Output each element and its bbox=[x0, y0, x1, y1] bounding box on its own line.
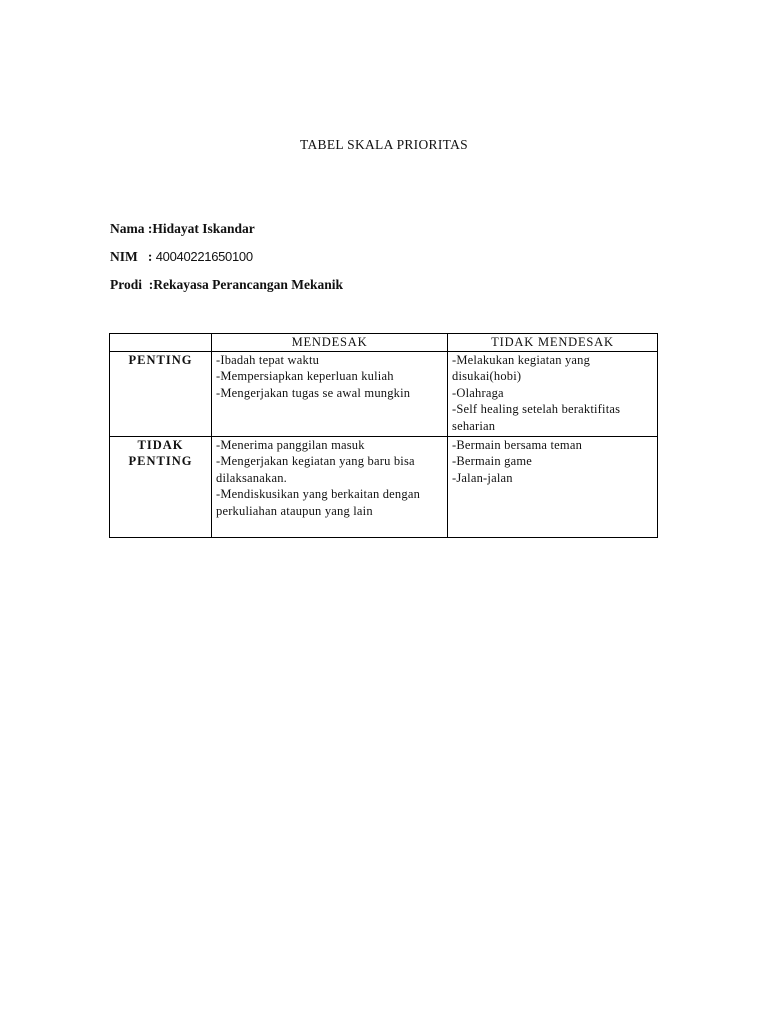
nim-value: 40040221650100 bbox=[155, 249, 253, 264]
nim-label: NIM : bbox=[110, 249, 156, 264]
header-tidak-mendesak: TIDAK MENDESAK bbox=[448, 334, 658, 352]
header-mendesak: MENDESAK bbox=[212, 334, 448, 352]
row-label-tidak-penting bbox=[110, 436, 212, 537]
row-label-penting bbox=[110, 351, 212, 436]
cell-penting-mendesak bbox=[212, 351, 448, 436]
table-row bbox=[110, 351, 658, 436]
row-label-line: TIDAK bbox=[137, 437, 184, 452]
row-label-line: PENTING bbox=[128, 454, 193, 468]
list-item: -Mendiskusikan yang berkaitan dengan perkuliahan ataupun yang lain bbox=[216, 487, 421, 518]
cell-tidak-penting-mendesak bbox=[212, 436, 448, 537]
header-corner bbox=[110, 334, 212, 352]
list-item: -Ibadah tepat waktu bbox=[216, 352, 320, 367]
info-nim bbox=[110, 249, 253, 265]
list-item: -Bermain bersama teman bbox=[452, 437, 583, 452]
nama-label: Nama : bbox=[110, 221, 153, 236]
list-item: -Jalan-jalan bbox=[452, 470, 513, 485]
list-item: -Self healing setelah beraktifitas seharian bbox=[452, 402, 621, 433]
list-item: -Olahraga bbox=[452, 385, 504, 400]
list-item: -Mengerjakan tugas se awal mungkin bbox=[216, 385, 411, 400]
cell-penting-tidak-mendesak bbox=[448, 351, 658, 436]
list-item: -Menerima panggilan masuk bbox=[216, 437, 365, 452]
row-label-line: PENTING bbox=[128, 352, 193, 367]
prodi-label: Prodi : bbox=[110, 277, 154, 292]
list-item: -Melakukan kegiatan yang disukai(hobi) bbox=[452, 352, 591, 383]
list-item: -Mempersiapkan keperluan kuliah bbox=[216, 369, 394, 383]
cell-tidak-penting-tidak-mendesak bbox=[448, 436, 658, 537]
info-prodi bbox=[110, 277, 343, 293]
list-item: -Mengerjakan kegiatan yang baru bisa dilaksanakan. bbox=[216, 454, 415, 485]
priority-table bbox=[109, 333, 658, 538]
list-item: -Bermain game bbox=[452, 454, 532, 468]
table-row bbox=[110, 436, 658, 537]
nama-value: Hidayat Iskandar bbox=[152, 221, 255, 236]
info-nama bbox=[110, 221, 255, 237]
prodi-value: Rekayasa Perancangan Mekanik bbox=[153, 277, 344, 292]
table-header-row bbox=[110, 334, 658, 352]
document-title: TABEL SKALA PRIORITAS bbox=[300, 137, 468, 152]
